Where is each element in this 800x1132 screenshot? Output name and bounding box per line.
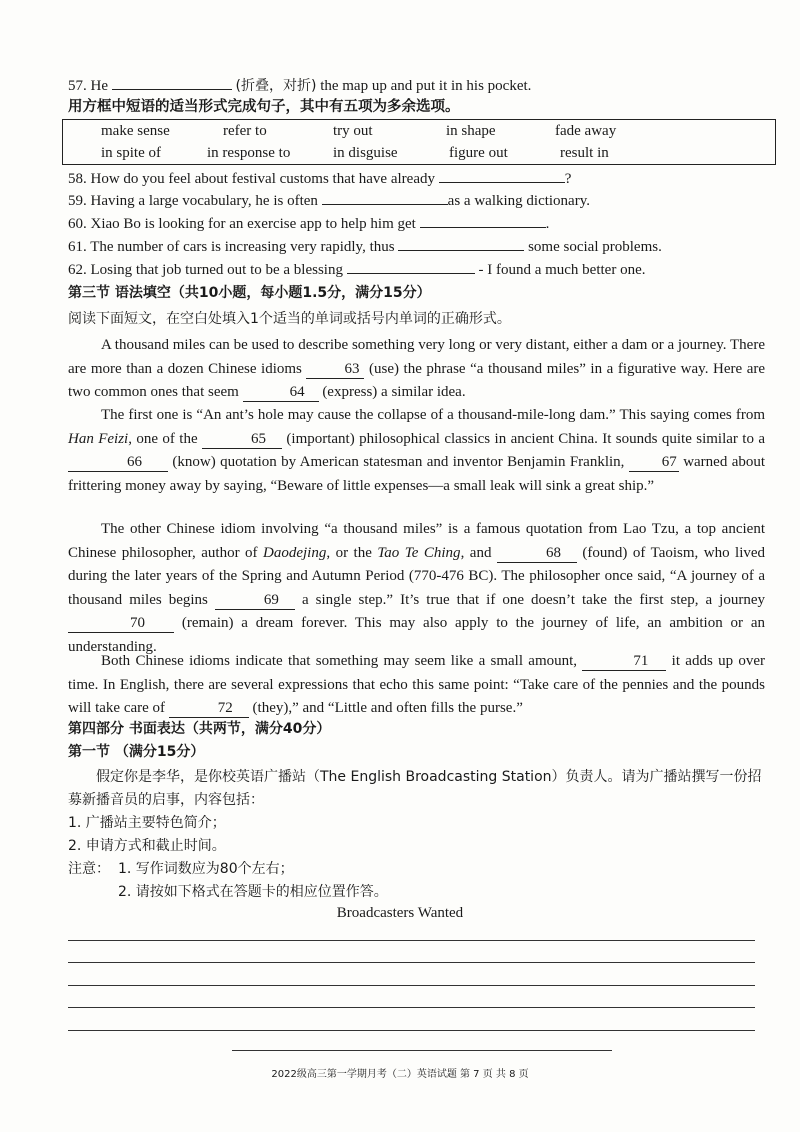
answer-blank-60[interactable] [420, 211, 546, 228]
phrase-box [62, 119, 776, 165]
note-item: 2. 请按如下格式在答题卡的相应位置作答。 [118, 884, 388, 900]
passage-paragraph-4: Both Chinese idioms indicate that something may seem like a small amount, 71 it adds up over time. In English, there are several expressions that echo this same point: “Take care of the pennies and the pounds will take care of 72 (they),” and “Little and often fills the purse.” [68, 653, 766, 716]
answer-blank-62[interactable] [347, 257, 475, 274]
passage-paragraph-2: The first one is “An ant’s hole may cause the collapse of a thousand-mile-long dam.” This saying comes from Han Feizi, one of the 65 (important) philosophical classics in ancient China. It sounds quite similar to a 66 (know) quotation by American statesman and inventor Benjamin Franklin, 67 warned about frittering money away by saying, “Beware of little expenses—a small leak will sink a great ship.” [68, 407, 766, 494]
answer-blank-61[interactable] [398, 234, 524, 251]
phrase-item: fade away [555, 123, 617, 139]
footer-divider [232, 1050, 612, 1051]
phrase-item: try out [333, 123, 373, 139]
phrase-item: figure out [449, 145, 508, 161]
part-4-title: 第四部分 书面表达（共两节，满分40分） [68, 721, 331, 737]
question-60: 60. Xiao Bo is looking for an exercise app to help him get . [68, 211, 549, 235]
answer-blank-72[interactable]: 72 [169, 699, 249, 718]
answer-blank-70[interactable]: 70 [68, 614, 174, 633]
answer-blank-64[interactable]: 64 [243, 383, 319, 402]
question-62: 62. Losing that job turned out to be a blessing - I found a much better one. [68, 257, 646, 281]
question-57: 57. He (折叠，对折) the map up and put it in his pocket. [68, 73, 531, 97]
writing-task: 假定你是李华，是你校英语广播站（The English Broadcasting Station）负责人。请为广播站撰写一份招募新播音员的启事，内容包括： [68, 769, 762, 808]
essay-title: Broadcasters Wanted [336, 905, 464, 921]
writing-line[interactable] [68, 962, 755, 963]
phrase-item: in response to [207, 145, 291, 161]
question-61: 61. The number of cars is increasing very rapidly, thus some social problems. [68, 234, 662, 258]
passage-paragraph-3: The other Chinese idiom involving “a thousand miles” is a famous quotation from Lao Tzu, a top ancient Chinese philosopher, author of Daodejing, or the Tao Te Ching, and 68 (found) of Taoism, who lived during the later years of the Spring and Autumn Period (770-476 BC). The philosopher once said, “A journey of a thousand miles begins 69 a single step.” It’s true that if one doesn’t take the first step, a journey 70 (remain) a dream forever. This may also apply to the journey of life, an ambition or an understanding. [68, 521, 766, 655]
answer-blank-68[interactable]: 68 [497, 544, 577, 563]
phrase-item: refer to [223, 123, 267, 139]
section-3-instruction: 阅读下面短文，在空白处填入1个适当的单词或括号内单词的正确形式。 [68, 311, 511, 327]
question-58: 58. How do you feel about festival customs that have already ? [68, 166, 571, 190]
phrase-box-instruction: 用方框中短语的适当形式完成句子，其中有五项为多余选项。 [68, 99, 460, 115]
phrase-item: in shape [446, 123, 496, 139]
phrase-item: in spite of [101, 145, 161, 161]
writing-line[interactable] [68, 940, 755, 941]
writing-line[interactable] [68, 1007, 755, 1008]
task-item: 1. 广播站主要特色简介； [68, 815, 226, 831]
answer-blank-65[interactable]: 65 [202, 430, 282, 449]
passage-paragraph-1: A thousand miles can be used to describe something very long or very distant, either a dam or a journey. There are more than a dozen Chinese idioms 63 (use) the phrase “a thousand miles” in a figurative way. Here are two common ones that seem 64 (express) a similar idea. [68, 337, 766, 400]
answer-blank-63[interactable]: 63 [306, 360, 364, 379]
phrase-item: result in [560, 145, 609, 161]
section-3-title: 第三节 语法填空（共10小题，每小题1.5分，满分15分） [68, 285, 431, 301]
writing-line[interactable] [68, 985, 755, 986]
section-1-title: 第一节 （满分15分） [68, 744, 205, 760]
task-item: 2. 申请方式和截止时间。 [68, 838, 226, 854]
answer-blank-58[interactable] [439, 166, 565, 183]
note-label: 注意： [68, 861, 110, 877]
answer-blank-57[interactable] [112, 73, 232, 90]
answer-blank-66[interactable]: 66 [68, 453, 168, 472]
answer-blank-71[interactable]: 71 [582, 652, 666, 671]
phrase-item: in disguise [333, 145, 398, 161]
answer-blank-69[interactable]: 69 [215, 591, 295, 610]
page-footer: 2022级高三第一学期月考（二）英语试题 第 7 页 共 8 页 [271, 1069, 529, 1080]
answer-blank-67[interactable]: 67 [629, 453, 679, 472]
writing-line[interactable] [68, 1030, 755, 1031]
note-item: 1. 写作词数应为80个左右； [118, 861, 294, 877]
question-59: 59. Having a large vocabulary, he is often as a walking dictionary. [68, 188, 590, 212]
answer-blank-59[interactable] [322, 188, 448, 205]
phrase-item: make sense [101, 123, 170, 139]
